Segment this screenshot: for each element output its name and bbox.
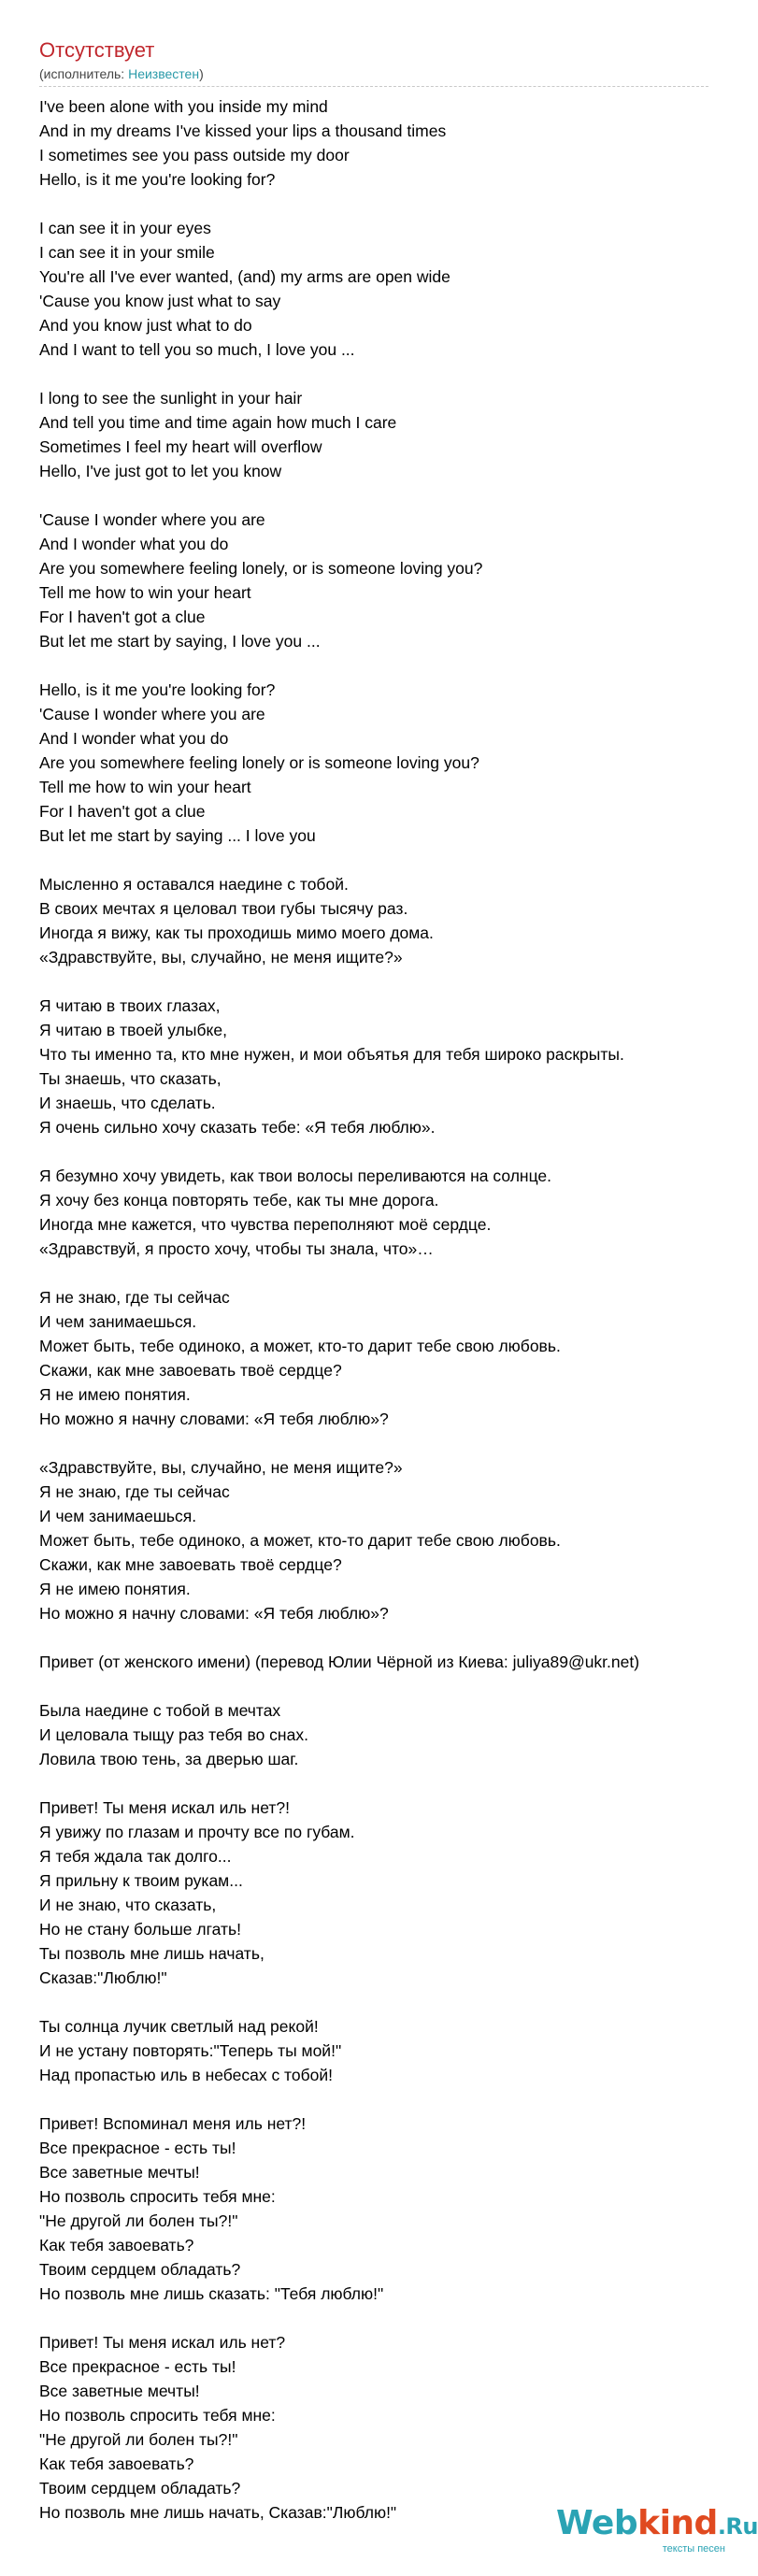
lyrics-stanza [39,2014,712,2087]
lyric-line: And in my dreams I've kissed your lips a thousand times [39,122,447,140]
logo-subtitle: тексты песен [662,2543,725,2555]
lyric-line: Сказав:"Люблю!" [39,1968,167,1987]
lyrics-stanza [39,678,712,848]
lyrics-stanza [39,1455,712,1625]
lyric-line: Sometimes I feel my heart will overflow [39,437,322,456]
lyric-line: Hello, I've just got to let you know [39,462,282,480]
webkind-logo[interactable] [556,2504,758,2561]
lyric-line: For I haven't got a clue [39,802,206,821]
page-content [39,37,712,2549]
lyric-line: И чем занимаешься. [39,1507,197,1525]
artist-prefix: (исполнитель: [39,66,129,81]
lyric-line: «Здравствуй, я просто хочу, чтобы ты знала, что»… [39,1239,434,1258]
lyric-line: Иногда я вижу, как ты проходишь мимо моего дома. [39,923,434,942]
lyrics-stanza [39,1650,712,1674]
lyric-line: Все прекрасное - есть ты! [39,2357,236,2376]
lyric-line: Я читаю в твоей улыбке, [39,1021,227,1039]
title-divider [39,86,708,87]
lyric-line: Tell me how to win your heart [39,583,251,602]
lyric-line: Мысленно я оставался наедине с тобой. [39,875,349,894]
lyrics-stanza [39,2111,712,2306]
lyric-line: Что ты именно та, кто мне нужен, и мои объятья для тебя широко раскрыты. [39,1045,624,1064]
lyric-line: For I haven't got a clue [39,608,206,626]
lyric-line: Я не имею понятия. [39,1385,191,1404]
lyric-line: Hello, is it me you're looking for? [39,680,276,699]
lyric-line: «Здравствуйте, вы, случайно, не меня ищите?» [39,1458,403,1477]
lyric-line: "Не другой ли болен ты?!" [39,2430,238,2449]
lyric-line: Была наедине с тобой в мечтах [39,1701,281,1720]
artist-link[interactable]: Неизвестен [128,66,200,81]
lyric-line: Но позволь спросить тебя мне: [39,2406,276,2425]
lyric-line: 'Cause I wonder where you are [39,705,265,723]
lyric-line: 'Cause you know just what to say [39,292,281,310]
lyric-line: Но позволь мне лишь сказать: "Тебя люблю!" [39,2284,384,2303]
lyric-line: Ты позволь мне лишь начать, [39,1944,265,1963]
lyric-line: И знаешь, что сделать. [39,1094,216,1112]
lyric-line: Are you somewhere feeling lonely or is someone loving you? [39,753,479,772]
lyric-line: Но позволь мне лишь начать, Сказав:"Люблю!" [39,2503,397,2522]
lyric-line: Как тебя завоевать? [39,2236,194,2254]
lyric-line: And tell you time and time again how much I care [39,413,397,432]
lyrics-body [39,94,712,2525]
lyric-line: Может быть, тебе одиноко, а может, кто-то дарит тебе свою любовь. [39,1337,561,1355]
logo-part-web: Web [556,2504,638,2542]
lyric-line: And I want to tell you so much, I love you ... [39,340,355,359]
lyric-line: Над пропастью иль в небесах с тобой! [39,2066,334,2084]
lyric-line: Скажи, как мне завоевать твоё сердце? [39,1555,342,1574]
lyric-line: Может быть, тебе одиноко, а может, кто-то дарит тебе свою любовь. [39,1531,561,1550]
lyric-line: Привет! Ты меня искал иль нет? [39,2333,286,2352]
lyric-line: Привет! Вспоминал меня иль нет?! [39,2114,307,2133]
lyric-line: Иногда мне кажется, что чувства переполняют моё сердце. [39,1215,492,1234]
lyric-line: И чем занимаешься. [39,1312,197,1331]
lyric-line: Как тебя завоевать? [39,2454,194,2473]
lyric-line: Ты солнца лучик светлый над рекой! [39,2017,319,2036]
lyric-line: Все прекрасное - есть ты! [39,2139,236,2157]
lyric-line: Я прильну к твоим рукам... [39,1871,243,1890]
lyric-line: "Не другой ли болен ты?!" [39,2211,238,2230]
lyric-line: Я не имею понятия. [39,1580,191,1598]
lyric-line: Все заветные мечты! [39,2382,200,2400]
artist-suffix: ) [199,66,204,81]
lyrics-stanza [39,2330,712,2525]
song-title: Отсутствует [39,38,155,62]
lyric-line: And you know just what to do [39,316,252,335]
lyric-line: I long to see the sunlight in your hair [39,389,303,408]
lyrics-stanza [39,1796,712,1990]
lyric-line: Я тебя ждала так долго... [39,1847,232,1866]
lyric-line: Но позволь спросить тебя мне: [39,2187,276,2206]
lyric-line: You're all I've ever wanted, (and) my arms are open wide [39,267,451,286]
lyrics-stanza [39,216,712,362]
lyric-line: Я не знаю, где ты сейчас [39,1482,230,1501]
lyric-line: Привет! Ты меня искал иль нет?! [39,1798,290,1817]
lyric-line: Ты знаешь, что сказать, [39,1069,222,1088]
lyric-line: «Здравствуйте, вы, случайно, не меня ищите?» [39,948,403,966]
lyric-line: And I wonder what you do [39,729,229,748]
logo-part-kind: kind [637,2504,718,2542]
lyric-line: Are you somewhere feeling lonely, or is someone loving you? [39,559,483,578]
logo-part-ru: .Ru [717,2513,758,2540]
lyric-line: Я хочу без конца повторять тебе, как ты мне дорога. [39,1191,439,1209]
lyrics-stanza [39,386,712,483]
lyric-line: Я безумно хочу увидеть, как твои волосы переливаются на солнце. [39,1166,551,1185]
lyric-line: And I wonder what you do [39,535,229,553]
lyric-line: И не знаю, что сказать, [39,1896,217,1914]
lyric-line: Все заветные мечты! [39,2163,200,2182]
lyric-line: Скажи, как мне завоевать твоё сердце? [39,1361,342,1380]
lyric-line: 'Cause I wonder where you are [39,510,265,529]
lyric-line: Твоим сердцем обладать? [39,2479,241,2497]
lyrics-stanza [39,994,712,1139]
lyrics-stanza [39,872,712,969]
lyric-line: Привет (от женского имени) (перевод Юлии Чёрной из Киева: juliya89@ukr.net) [39,1653,640,1671]
lyrics-stanza [39,1285,712,1431]
lyric-line: Hello, is it me you're looking for? [39,170,276,189]
lyric-line: I can see it in your eyes [39,219,211,237]
lyric-line: Ловила твою тень, за дверью шаг. [39,1750,299,1768]
lyric-line: Но можно я начну словами: «Я тебя люблю»? [39,1410,389,1428]
lyric-line: I sometimes see you pass outside my door [39,146,350,165]
lyrics-stanza [39,508,712,653]
lyric-line: Я очень сильно хочу сказать тебе: «Я тебя люблю». [39,1118,436,1137]
lyric-line: Я увижу по глазам и прочту все по губам. [39,1823,355,1841]
lyric-line: Твоим сердцем обладать? [39,2260,241,2279]
lyrics-stanza [39,94,712,192]
lyric-line: I can see it in your smile [39,243,215,262]
lyric-line: Но не стану больше лгать! [39,1920,241,1939]
lyrics-stanza [39,1164,712,1261]
lyric-line: Я читаю в твоих глазах, [39,996,221,1015]
lyric-line: But let me start by saying ... I love you [39,826,316,845]
artist-line [39,65,712,82]
logo-wordmark [556,2504,758,2545]
lyric-line: Я не знаю, где ты сейчас [39,1288,230,1307]
lyric-line: Но можно я начну словами: «Я тебя люблю»? [39,1604,389,1623]
lyric-line: I've been alone with you inside my mind [39,97,328,116]
lyric-line: Tell me how to win your heart [39,778,251,796]
lyric-line: И не устану повторять:"Теперь ты мой!" [39,2041,342,2060]
lyric-line: But let me start by saying, I love you ... [39,632,321,651]
lyric-line: В своих мечтах я целовал твои губы тысячу раз. [39,899,408,918]
lyrics-stanza [39,1698,712,1771]
lyric-line: И целовала тыщу раз тебя во снах. [39,1725,308,1744]
